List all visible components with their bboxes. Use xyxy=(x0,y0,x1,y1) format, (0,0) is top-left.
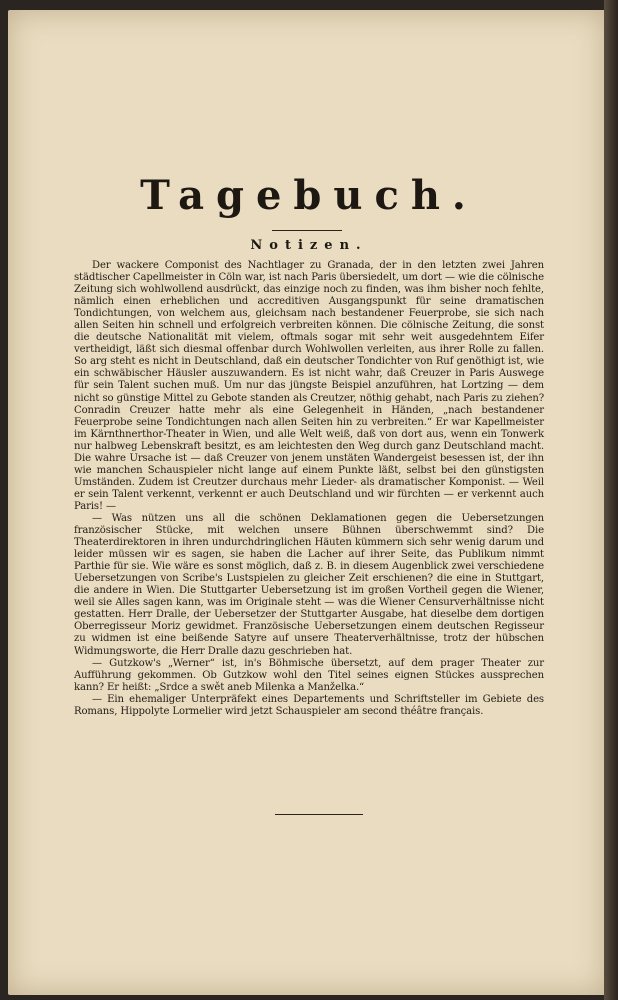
page-title: Tagebuch. xyxy=(140,172,478,219)
end-divider xyxy=(275,814,363,815)
book-binding-edge xyxy=(604,0,618,1000)
paragraph-gutzkow: — Gutzkow's „Werner“ ist, in's Böhmische übersetzt, auf dem prager Theater zur Aufführung gekommen. Ob Gutzkow wohl den Titel seines eignen Stückes aussprechen kann? Er heißt: „Srdce a swět aneb Milenka a Manželka.“ xyxy=(74,657,544,693)
paragraph-lormelier: — Ein ehemaliger Unterpräfekt eines Departements und Schriftsteller im Gebiete des Romans, Hippolyte Lormelier wird jetzt Schauspieler am second théâtre français. xyxy=(74,693,544,717)
section-heading: Notizen. xyxy=(250,238,368,253)
title-divider xyxy=(272,230,342,231)
paragraph-lachner: Der wackere Componist des Nachtlager zu Granada, der in den letzten zwei Jahren städtischer Capellmeister in Cöln war, ist nach Paris übersiedelt, um dort — wie die cölnische Zeitung sich wohlwollend ausdrückt, das einzige noch zu finden, was ihm bisher noch fehlte, nämlich einen erheblichen und accreditiven Ausgangspunkt für seine dramatischen Tondichtungen, von welchem aus, gleichsam nach bestandener Feuerprobe, sie sich nach allen Seiten hin schnell und erfolgreich verbreiten können. Die cölnische Zeitung, die sonst die deutsche Nationalität mit vielem, oftmals sogar mit sehr weit ausgedehntem Eifer vertheidigt, läßt sich diesmal offenbar durch Wohlwollen verleiten, aus ihrer Rolle zu fallen. So arg steht es nicht in Deutschland, daß ein deutscher Tondichter von Ruf genöthigt ist, wie ein schwäbischer Häusler auszuwandern. Es ist nicht wahr, daß Creuzer in Paris Auswege für sein Talent suchen muß. Um nur das jüngste Beispiel anzuführen, hat Lortzing — dem nicht so günstige Mittel zu Gebote standen als Creutzer, nöthig gehabt, nach Paris zu ziehen? Conradin Creuzer hatte mehr als eine Gelegenheit in Händen, „nach bestandener Feuerprobe seine Tondichtungen nach allen Seiten hin zu verbreiten.“ Er war Kapellmeister im Kärnthnerthor-Theater in Wien, und alle Welt weiß, daß von dort aus, wenn ein Tonwerk nur halbweg Lebenskraft besitzt, es am leichtesten den Weg durch ganz Deutschland macht. Die wahre Ursache ist — daß Creuzer von jenem unstäten Wandergeist besessen ist, der ihn wie manchen Schauspieler nicht lange auf einem Punkte läßt, selbst bei den günstigsten Umständen. Zudem ist Creutzer durchaus mehr Lieder- als dramatischer Komponist. — Weil er sein Talent verkennt, verkennt er auch Deutschland und wir fürchten — er verkennt auch Paris! — xyxy=(74,260,544,512)
article-body xyxy=(74,260,544,718)
paragraph-translations: — Was nützen uns all die schönen Deklamationen gegen die Uebersetzungen französischer Stücke, mit welchen unsere Bühnen überschwemmt sind? Die Theaterdirektoren in ihren undurchdringlichen Häuten kümmern sich sehr wenig darum und leider müssen wir es sagen, sie haben die Lacher auf ihrer Seite, das Publikum nimmt Parthie für sie. Wie wäre es sonst möglich, daß z. B. in diesem Augenblick zwei verschiedene Uebersetzungen von Scribe's Lustspielen zu gleicher Zeit erschienen? die eine in Stuttgart, die andere in Wien. Die Stuttgarter Uebersetzung ist im großen Vortheil gegen die Wiener, weil sie Alles sagen kann, was im Originale steht — was die Wiener Censurverhältnisse nicht gestatten. Herr Dralle, der Uebersetzer der Stuttgarter Ausgabe, hat dieselbe dem dortigen Oberregisseur Moriz gewidmet. Französische Uebersetzungen einem deutschen Regisseur zu widmen ist eine beißende Satyre auf unsere Theaterverhältnisse, trotz der hübschen Widmungsworte, die Herr Dralle dazu geschrieben hat. xyxy=(74,512,544,657)
